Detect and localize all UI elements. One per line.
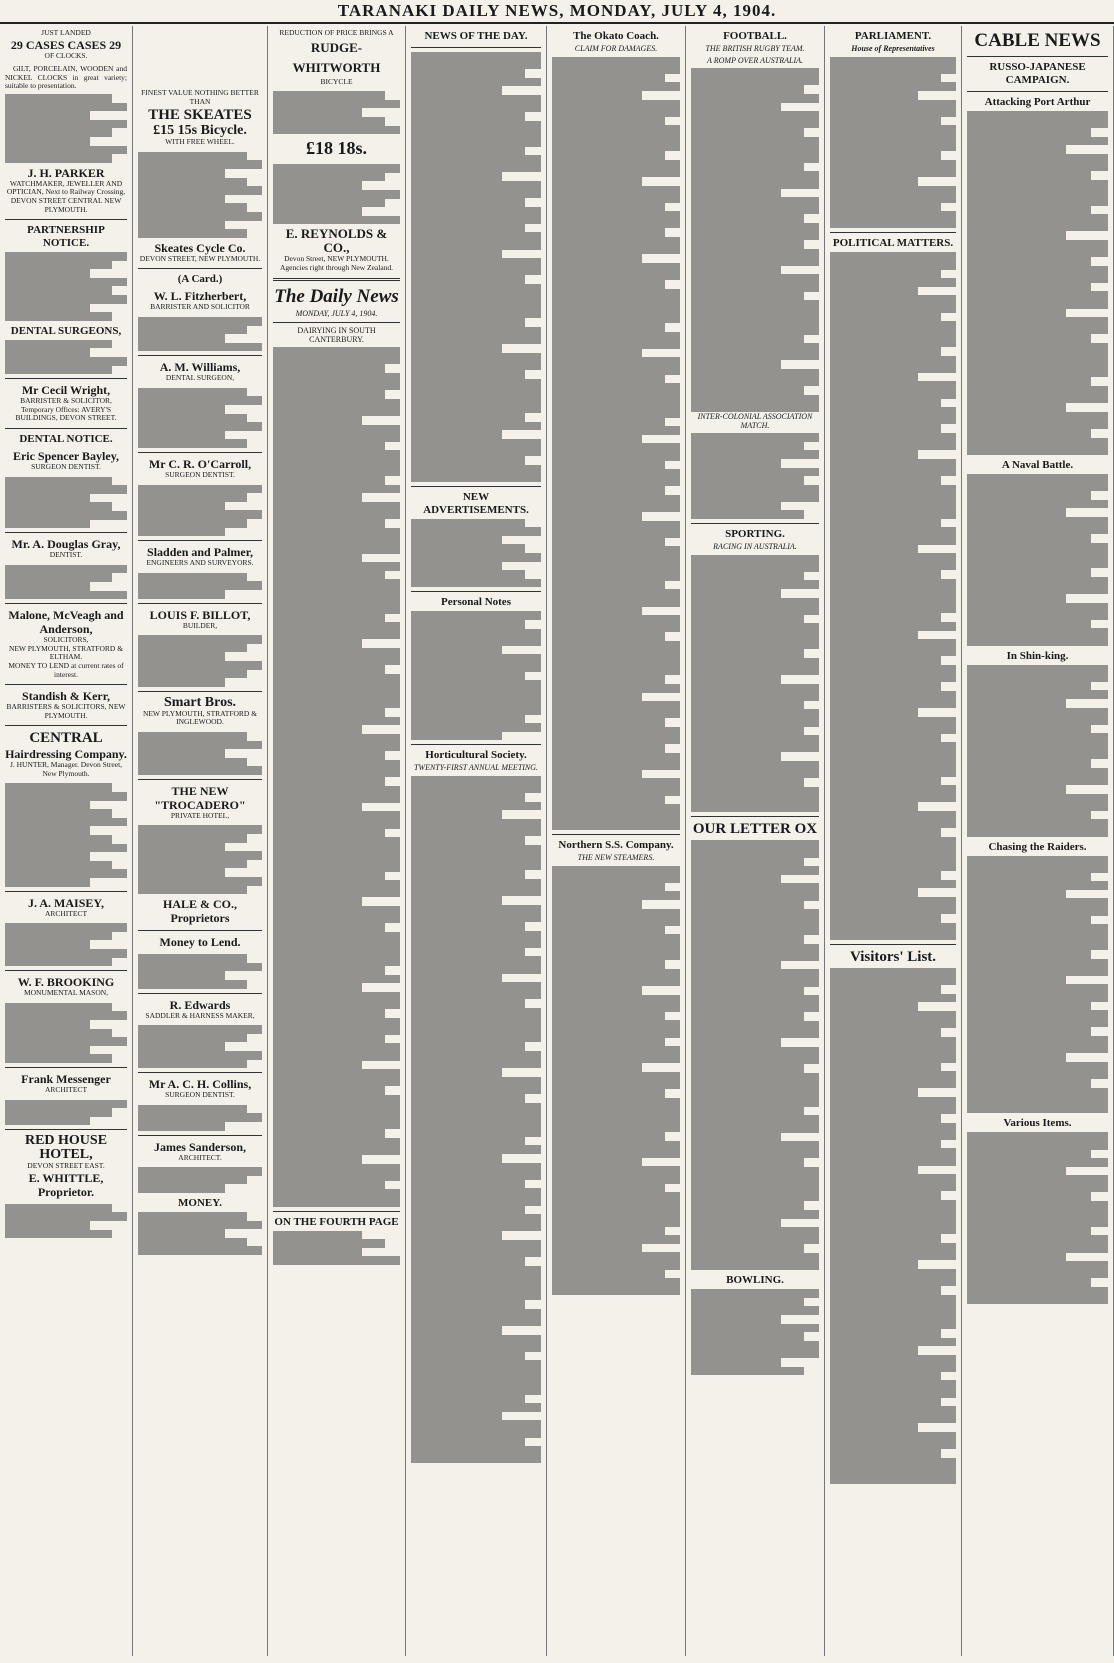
ad-role: SURGEON DENTIST. [165, 470, 235, 480]
wright-ad [5, 383, 127, 423]
bayley-ad [5, 449, 127, 472]
text-block [411, 776, 541, 1464]
text-block [967, 665, 1108, 837]
ad-name: J. A. MAISEY, [28, 895, 104, 910]
ad-text: REDUCTION OF PRICE BRINGS A [279, 28, 394, 37]
ad-name: Mr Cecil Wright, [21, 383, 111, 398]
text-block [411, 611, 541, 740]
ad-name: James Sanderson, [153, 1139, 246, 1154]
ad-name: W. L. Fitzherbert, [153, 289, 247, 304]
column-6 [686, 26, 825, 1656]
text-block [138, 825, 262, 894]
section-heading: (A Card.) [177, 273, 223, 286]
gray-ad [5, 537, 127, 560]
ad-role: ARCHITECT [44, 908, 88, 918]
newspaper-title: The Daily News [274, 285, 399, 307]
column-8 [962, 26, 1114, 1656]
section-heading: NEW ADVERTISEMENTS. [423, 490, 529, 516]
hale-ad [138, 897, 262, 925]
ad-name: W. F. BROOKING [17, 975, 115, 990]
ad-heading: JUST LANDED [41, 28, 91, 37]
text-block [138, 1105, 262, 1131]
section-subheading: TWENTY-FIRST ANNUAL MEETING. [413, 763, 539, 773]
column-7 [825, 26, 962, 1656]
redhouse-ad [5, 1134, 127, 1199]
section-subheading: THE NEW STEAMERS. [577, 853, 655, 863]
masthead-title: TARANAKI DAILY NEWS, MONDAY, JULY 4, 1904. [337, 1, 777, 20]
ad-role: PRIVATE HOTEL, [170, 810, 230, 820]
ad-name: A. M. Williams, [159, 360, 241, 375]
rudge-price-ad [273, 137, 400, 159]
ad-name: Sladden and Palmer, [147, 545, 253, 560]
text-block [273, 164, 400, 224]
text-block [138, 1025, 262, 1068]
text-block [967, 1132, 1108, 1304]
clocks-ad [5, 29, 127, 60]
section-heading: SPORTING. [725, 528, 785, 541]
text-block [273, 1231, 400, 1265]
ad-role: DENTAL SURGEON, [165, 373, 235, 383]
ad-name: LOUIS F. BILLOT, [149, 607, 251, 622]
text-block [691, 840, 819, 1270]
editorial-text [273, 347, 400, 1206]
parker-ad [5, 166, 127, 214]
text-block [552, 866, 680, 1296]
section-heading: DENTAL NOTICE. [19, 433, 113, 445]
section-heading: DENTAL SURGEONS, [10, 324, 122, 337]
rudge-ad [273, 29, 400, 86]
text-block [5, 923, 127, 966]
column-2 [133, 26, 268, 1656]
brooking-ad [5, 975, 127, 998]
section-heading: ON THE FOURTH PAGE [274, 1215, 399, 1228]
messenger-ad [5, 1072, 127, 1095]
ad-text: DEVON STREET, NEW PLYMOUTH. [139, 253, 261, 263]
section-heading: BOWLING. [726, 1274, 784, 1287]
ad-role: SURGEON DENTIST. [165, 1090, 235, 1100]
skeates-cycle-ad [138, 241, 262, 264]
money-ad [138, 935, 262, 949]
section-heading: Visitors' List. [849, 948, 937, 965]
fitzherbert-ad [138, 289, 262, 312]
ad-proprietor: E. WHITTLE, Proprietor. [28, 1170, 104, 1199]
smart-ad [138, 696, 262, 727]
ad-text: J. HUNTER, Manager. Devon Street, New Plymouth. [9, 760, 123, 778]
ad-role: BARRISTERS & SOLICITORS, NEW PLYMOUTH. [6, 702, 126, 720]
ad-name: CENTRAL [29, 730, 103, 747]
ad-name: HALE & CO., Proprietors [162, 897, 237, 926]
text-block [5, 1003, 127, 1063]
ad-name: RUDGE-WHITWORTH [292, 39, 381, 75]
section-heading: MONEY. [178, 1196, 222, 1209]
ad-role: MONUMENTAL MASON, [23, 988, 109, 998]
malone-ad [5, 608, 127, 679]
text-block [138, 388, 262, 448]
ad-name: Skeates Cycle Co. [154, 240, 246, 255]
section-heading: POLITICAL MATTERS. [832, 237, 954, 250]
edwards-ad [138, 998, 262, 1021]
central-ad [5, 730, 127, 778]
carroll-ad [138, 457, 262, 480]
ad-text: NEW PLYMOUTH, STRATFORD & ELTHAM. [8, 643, 124, 662]
ad-text: Agencies right through New Zealand. [279, 262, 394, 272]
section-heading: CABLE NEWS [974, 30, 1101, 51]
ad-name: Mr A. C. H. Collins, [148, 1077, 252, 1092]
text-block [691, 433, 819, 519]
ad-name: Mr. A. Douglas Gray, [11, 537, 121, 552]
ad-text: FINEST VALUE NOTHING BETTER THAN [141, 88, 259, 106]
text-block [5, 477, 127, 529]
ad-body: GILT, PORCELAIN, WOODEN and NICKEL CLOCKS in great variety; suitable to presentation. [5, 64, 127, 91]
text-block [691, 68, 819, 412]
ad-name: Mr C. R. O'Carroll, [148, 457, 252, 472]
text-block [830, 252, 956, 940]
ad-text: Temporary Offices: AVERY'S BUILDINGS, DEVON STREET. [15, 404, 117, 423]
ad-subname: Hairdressing Company. [5, 747, 127, 762]
section-heading: FOOTBALL. [723, 30, 787, 42]
section-heading: RUSSO-JAPANESE CAMPAIGN. [989, 61, 1086, 86]
text-block [967, 856, 1108, 1114]
section-heading: NEWS OF THE DAY. [424, 30, 528, 42]
ad-price: £18 18s. [305, 138, 367, 159]
text-block [138, 1212, 262, 1255]
text-block [552, 57, 680, 830]
column-5 [547, 26, 686, 1656]
section-subheading: CLAIM FOR DAMAGES. [574, 44, 658, 53]
section-subheading: THE BRITISH RUGBY TEAM. [705, 44, 805, 53]
ad-name: Eric Spencer Bayley, [12, 449, 120, 463]
skeates-ad [138, 89, 262, 147]
text-block [138, 732, 262, 775]
ad-name: Standish & Kerr, [22, 689, 110, 704]
williams-ad [138, 360, 262, 383]
section-subheading: INTER-COLONIAL ASSOCIATION MATCH. [697, 411, 813, 430]
ad-role: ENGINEERS AND SURVEYORS. [146, 558, 254, 568]
ad-name: Smart Bros. [163, 694, 237, 710]
ad-role: BARRISTER AND SOLICITOR [150, 302, 250, 312]
ad-role: ARCHITECT [44, 1084, 88, 1094]
ad-name: THE NEW "TROCADERO" [154, 783, 246, 812]
ad-name: RED HOUSE HOTEL, [24, 1133, 108, 1163]
trocadero-ad [138, 784, 262, 821]
text-block [5, 1204, 127, 1238]
ad-name: Frank Messenger [21, 1071, 111, 1086]
section-heading: The Okato Coach. [573, 30, 659, 42]
section-subheading: House of Representatives [851, 44, 935, 53]
masthead [0, 0, 1114, 24]
ad-name: Malone, McVeagh and Anderson, [8, 608, 124, 637]
reynolds-ad [273, 227, 400, 272]
text-block [830, 57, 956, 229]
section-heading: Horticultural Society. [425, 749, 527, 762]
ad-role: BUILDER, [182, 620, 218, 630]
ad-role: SOLICITORS, [43, 635, 89, 645]
section-heading: PARTNERSHIP NOTICE. [27, 224, 105, 250]
section-heading: A Naval Battle. [1001, 458, 1074, 471]
ad-name: THE SKEATES [148, 107, 252, 124]
text-block [967, 111, 1108, 455]
text-block [138, 635, 262, 687]
column-3 [268, 26, 406, 1656]
sanderson-ad [138, 1140, 262, 1163]
section-heading: Chasing the Raiders. [988, 840, 1087, 853]
text-block [5, 94, 127, 163]
section-heading: Various Items. [1003, 1117, 1072, 1130]
ad-price: £15 15s Bicycle. [153, 123, 247, 139]
ad-role: SURGEON DENTIST. [31, 462, 101, 471]
section-heading: Personal Notes [441, 596, 511, 609]
ad-role: ARCHITECT. [178, 1152, 222, 1162]
ad-text: MONEY TO LEND at current rates of interest. [8, 660, 124, 679]
section-heading: In Shin-king. [1006, 649, 1069, 662]
lead-heading: DAIRYING IN SOUTH CANTERBURY. [297, 326, 376, 344]
ad-subheading: 29 CASES CASES 29 [10, 37, 122, 52]
billot-ad [138, 608, 262, 631]
ad-name: J. H. PARKER [27, 165, 105, 180]
text-block [5, 565, 127, 599]
text-block [830, 968, 956, 1484]
text-block [5, 252, 127, 321]
collins-ad [138, 1077, 262, 1100]
ad-text: OF CLOCKS. [44, 50, 88, 60]
ad-text: Devon Street, NEW PLYMOUTH. [284, 254, 389, 264]
ad-text: WATCHMAKER, JEWELLER AND OPTICIAN, Next to Railway Crossing, DEVON STREET CENTRAL NEW PLYMOUTH. [6, 178, 126, 214]
maisey-ad [5, 896, 127, 919]
column-4 [406, 26, 547, 1656]
ad-role: DENTIST. [49, 550, 83, 560]
section-subheading: RACING IN AUSTRALIA. [713, 542, 797, 552]
ad-text: WITH FREE WHEEL. [165, 137, 235, 147]
text-block [273, 91, 400, 134]
ad-name: E. REYNOLDS & CO., [285, 226, 388, 256]
text-block [967, 474, 1108, 646]
text-block [5, 1100, 127, 1126]
ad-role: BARRISTER & SOLICITOR, [20, 396, 112, 406]
section-heading: OUR LETTER OX [692, 821, 818, 838]
section-heading: PARLIAMENT. [854, 30, 932, 42]
section-heading: Attacking Port Arthur [984, 96, 1091, 108]
ad-name: R. Edwards [169, 997, 231, 1012]
sladden-ad [138, 545, 262, 568]
text-block [138, 317, 262, 351]
section-heading: Northern S.S. Company. [558, 839, 674, 852]
text-block [691, 1289, 819, 1375]
newspaper-date: MONDAY, JULY 4, 1904. [295, 308, 378, 318]
text-block [5, 340, 127, 374]
ad-name: Money to Lend. [159, 935, 241, 950]
text-block [138, 573, 262, 599]
text-block [138, 152, 262, 238]
text-block [138, 954, 262, 988]
standish-ad [5, 689, 127, 720]
column-1 [0, 26, 133, 1656]
text-block [5, 783, 127, 886]
news-text [411, 52, 541, 482]
section-subheading: A ROMP OVER AUSTRALIA. [707, 55, 803, 65]
text-block [411, 519, 541, 588]
ad-role: SADDLER & HARNESS MAKER, [145, 1010, 255, 1020]
text-block [138, 1167, 262, 1193]
ad-sub: BICYCLE [320, 76, 353, 86]
text-block [691, 555, 819, 813]
ad-text: NEW PLYMOUTH, STRATFORD & INGLEWOOD. [142, 708, 258, 727]
text-block [138, 485, 262, 537]
ad-text: DEVON STREET EAST. [27, 1161, 105, 1171]
